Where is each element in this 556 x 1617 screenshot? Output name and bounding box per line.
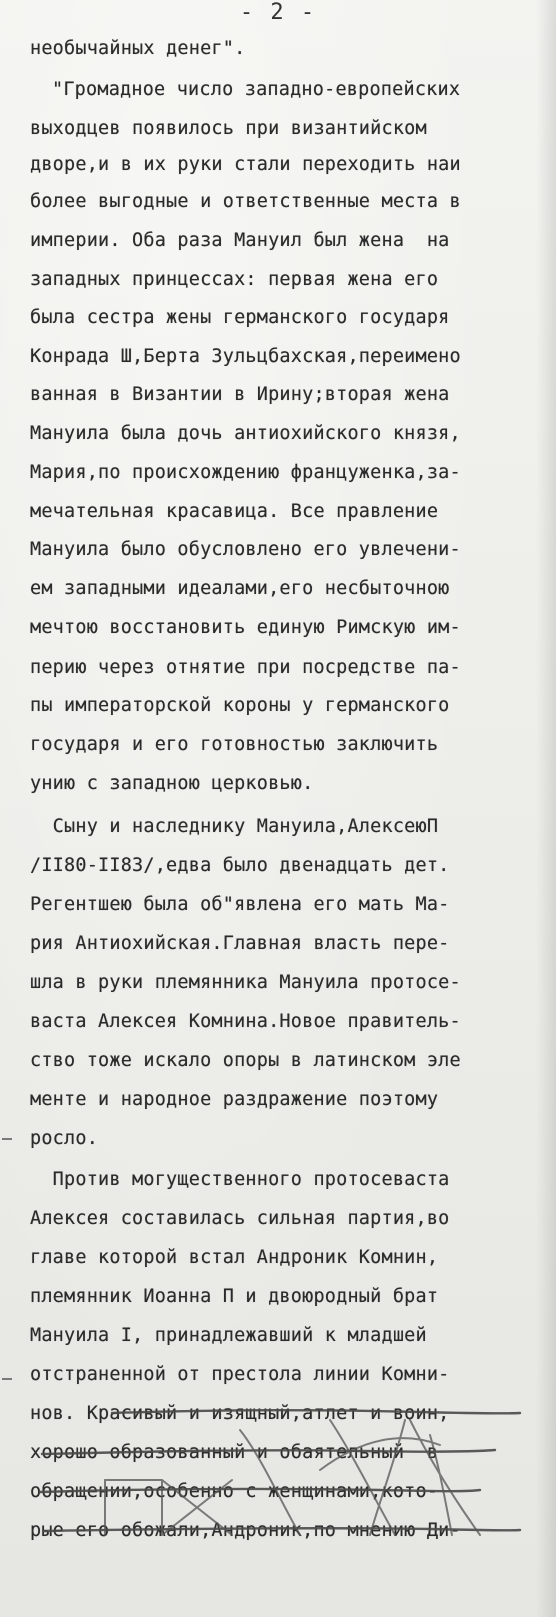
text-line: хорошо образованный и обаятельный в — [30, 1442, 439, 1463]
text-line: Мария,по происхождению француженка,за- — [30, 462, 461, 483]
text-line: пы императорской короны у германского — [30, 695, 450, 716]
text-line: мечтою восстановить единую Римскую им- — [30, 617, 461, 638]
text-line: более выгодные и ответственные места в — [30, 191, 461, 212]
margin-mark — [2, 1378, 12, 1380]
text-line: "Громадное число западно-европейских — [52, 79, 461, 100]
text-line: рые его обожали,Андроник,по мнению Ди- — [30, 1520, 461, 1541]
text-line: Мануила было обусловлено его увлечени- — [30, 539, 461, 560]
text-line: Регентшею была об"явлена его мать Ма- — [30, 894, 450, 915]
text-line: ем западными идеалами,его несбыточною — [30, 578, 450, 599]
text-line: Алексея составилась сильная партия,во — [30, 1208, 450, 1229]
text-line: племянник Иоанна П и двоюродный брат — [30, 1286, 439, 1307]
text-line: перию через отнятие при посредстве па- — [30, 657, 461, 678]
text-line: отстраненной от престола линии Комни- — [30, 1364, 450, 1385]
text-line: /II80-II83/,едва было двенадцать дет. — [30, 855, 450, 876]
text-line: васта Алексея Комнина.Новое правитель- — [30, 1011, 461, 1032]
text-line: нов. Красивый и изящный,атлет и воин, — [30, 1403, 450, 1424]
page-number: - 2 - — [239, 0, 317, 25]
text-line: главе которой встал Андроник Комнин, — [30, 1247, 439, 1268]
text-line: ванная в Византии в Ирину;вторая жена — [30, 384, 450, 405]
text-line: Мануила I, принадлежавший к младшей — [30, 1325, 427, 1346]
text-line: дворе,и в их руки стали переходить наи — [30, 154, 461, 175]
text-line: обращении,особенно с женщинами,кото- — [30, 1481, 439, 1502]
text-line: Мануила была дочь антиохийского князя, — [30, 423, 461, 444]
text-line: шла в руки племянника Мануила протосе- — [30, 972, 461, 993]
text-line: империи. Оба раза Мануил был жена на — [30, 230, 450, 251]
text-line: менте и народное раздражение поэтому — [30, 1089, 439, 1110]
text-line: рия Антиохийская.Главная власть пере- — [30, 933, 450, 954]
page-edge-shadow — [536, 0, 556, 1617]
text-line: Сыну и наследнику Мануила,АлексеюП — [30, 816, 439, 837]
text-line: унию с западною церковью. — [30, 773, 314, 794]
text-line: выходцев появилось при византийском — [30, 118, 427, 139]
text-line: западных принцессах: первая жена его — [30, 269, 439, 290]
text-line: государя и его готовностью заключить — [30, 734, 439, 755]
text-line: мечательная красавица. Все правление — [30, 501, 439, 522]
text-line: Конрада Ш,Берта Зульцбахская,переимено — [30, 346, 461, 367]
text-line: росло. — [30, 1128, 99, 1149]
cross-out-scribble — [410, 1420, 480, 1535]
text-line: Против могущественного протосеваста — [30, 1169, 450, 1190]
margin-mark — [2, 1138, 12, 1140]
text-line: ство тоже искало опоры в латинском эле — [30, 1050, 461, 1071]
text-line: была сестра жены германского государя — [30, 307, 450, 328]
text-line: необычайных денег". — [30, 38, 246, 59]
cross-out-scribble — [330, 1420, 395, 1535]
cross-out-scribble — [370, 1420, 405, 1535]
